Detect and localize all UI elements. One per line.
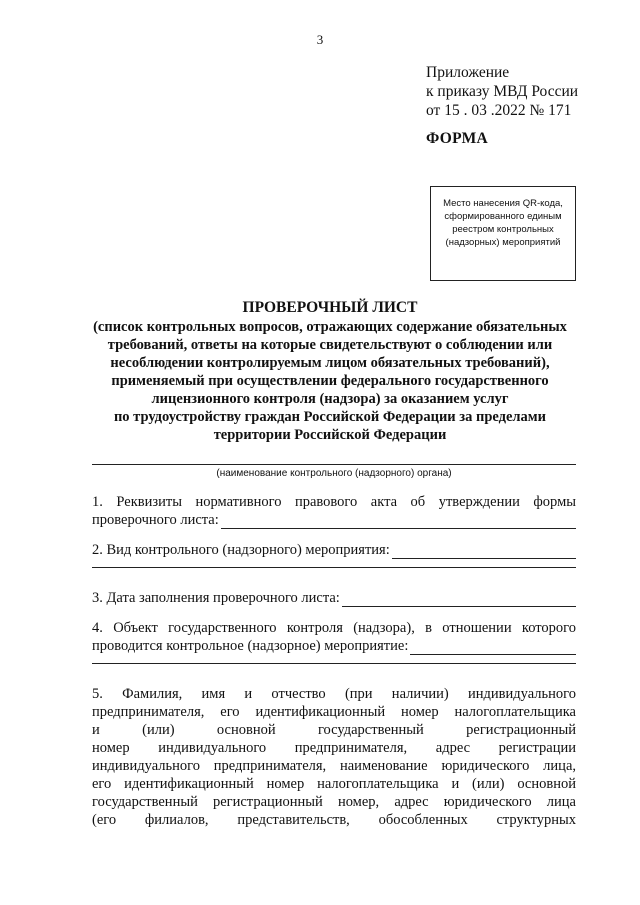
item-2-event-type	[92, 541, 576, 568]
subtitle-line: лицензионного контроля (надзора) за оказанием услуг	[151, 391, 509, 407]
item-5-line: индивидуального предпринимателя, наименование юридического лица,	[92, 758, 576, 774]
item-5-line: 5. Фамилия, имя и отчество (при наличии) индивидуального	[92, 686, 576, 702]
item-4-blank-field	[410, 640, 576, 655]
page-number: 3	[316, 32, 324, 47]
item-1-line-2-row	[92, 511, 576, 529]
item-5-line: предпринимателя, его идентификационный номер налогоплательщика	[92, 704, 576, 720]
item-3-blank-field	[342, 592, 576, 607]
item-2-blank-line	[92, 559, 576, 568]
qr-code-placeholder	[430, 186, 576, 281]
item-4-line-2: проводится контрольное (надзорное) мероприятие:	[92, 638, 409, 654]
item-3-line-1: 3. Дата заполнения проверочного листа:	[92, 590, 340, 606]
item-1-normative-act	[92, 493, 576, 529]
item-5-line: номер индивидуального предпринимателя, адрес регистрации	[92, 740, 576, 756]
subtitle-line: территории Российской Федерации	[213, 427, 447, 443]
item-1-line-1: 1. Реквизиты нормативного правового акта об утверждении формы	[92, 494, 576, 510]
item-4-line-1: 4. Объект государственного контроля (надзора), в отношении которого	[92, 620, 576, 636]
qr-code-placeholder-text: Место нанесения QR-кода, сформированного единым реестром контрольных (надзорных) мероприятий	[443, 198, 563, 248]
document-subtitle	[74, 318, 586, 444]
appendix-header	[426, 63, 578, 120]
appendix-line-2: к приказу МВД России	[426, 83, 579, 100]
item-5-line: его идентификационный номер налогоплательщика и (или) основной	[92, 776, 576, 792]
subtitle-line: требований, ответы на которые свидетельствуют о соблюдении или	[107, 337, 553, 353]
org-name-caption: (наименование контрольного (надзорного) органа)	[216, 468, 452, 479]
item-3-row	[92, 589, 576, 607]
item-2-row	[92, 541, 576, 559]
item-5-line: государственный регистрационный номер, адрес юридического лица	[92, 794, 576, 810]
item-1-blank-field	[221, 514, 576, 529]
form-label: ФОРМА	[426, 130, 489, 147]
subtitle-line: несоблюдении контролируемым лицом обязательных требований),	[110, 355, 550, 371]
subtitle-line: (список контрольных вопросов, отражающих содержание обязательных	[93, 319, 567, 335]
subtitle-line: применяемый при осуществлении федерального государственного	[111, 373, 549, 389]
item-4-control-object	[92, 619, 576, 664]
item-4-blank-line	[92, 655, 576, 664]
item-5-controlled-person	[92, 685, 576, 829]
subtitle-line: по трудоустройству граждан Российской Федерации за пределами	[113, 409, 547, 425]
item-2-line-1: 2. Вид контрольного (надзорного) мероприятия:	[92, 542, 390, 558]
org-name-blank-line	[92, 464, 576, 465]
item-5-line: и (или) основной государственный регистрационный	[92, 722, 576, 738]
item-5-line: (его филиалов, представительств, обособленных структурных	[92, 812, 576, 828]
item-2-blank-field	[392, 544, 576, 559]
item-1-line-2: проверочного листа:	[92, 512, 219, 528]
appendix-line-3: от 15 . 03 .2022 № 171	[426, 102, 572, 119]
document-title: ПРОВЕРОЧНЫЙ ЛИСТ	[242, 299, 418, 316]
item-4-line-2-row	[92, 637, 576, 655]
item-3-fill-date	[92, 589, 576, 607]
appendix-line-1: Приложение	[426, 64, 510, 81]
